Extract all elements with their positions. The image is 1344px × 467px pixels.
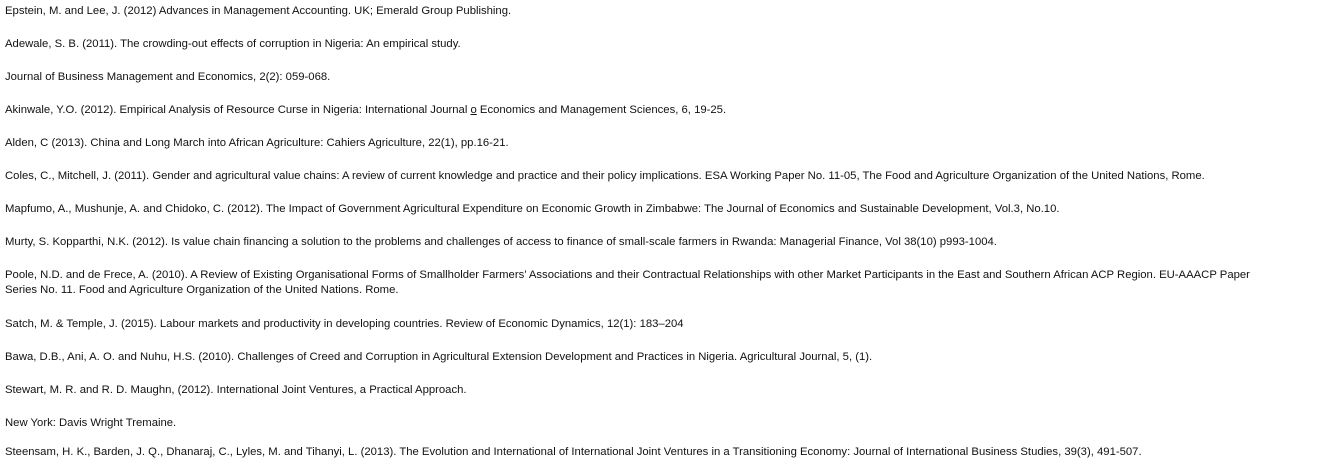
reference-akinwale-underlined-o: o	[470, 104, 477, 116]
reference-adewale-journal-line: Journal of Business Management and Economics, 2(2): 059-068.	[5, 71, 331, 83]
reference-murty-2012: Murty, S. Kopparthi, N.K. (2012). Is value chain financing a solution to the problems and challenges of access to finance of small-scale farmers in Rwanda: Managerial Finance, Vol 38(10) p993-1004.	[5, 236, 997, 248]
reference-akinwale-part-1: Akinwale, Y.O. (2012). Empirical Analysis of Resource Curse in Nigeria: International Journal	[5, 104, 471, 116]
reference-epstein-2012: Epstein, M. and Lee, J. (2012) Advances in Management Accounting. UK; Emerald Group Publishing.	[5, 5, 512, 17]
reference-stewart-2012: Stewart, M. R. and R. D. Maughn, (2012). International Joint Ventures, a Practical Approach.	[5, 384, 467, 396]
reference-mapfumo-2012: Mapfumo, A., Mushunje, A. and Chidoko, C. (2012). The Impact of Government Agricultural Expenditure on Economic Growth in Zimbabwe: The Journal of Economics and Sustainable Development, Vol.3, No.10.	[5, 203, 1060, 215]
reference-alden-2013: Alden, C (2013). China and Long March into African Agriculture: Cahiers Agriculture, 22(1), pp.16-21.	[5, 137, 509, 149]
reference-satch-2015: Satch, M. & Temple, J. (2015). Labour markets and productivity in developing countries. Review of Economic Dynamics, 12(1): 183–204	[5, 318, 684, 330]
reference-akinwale-part-2: Economics and Management Sciences, 6, 19-25.	[476, 104, 727, 116]
reference-adewale-2011: Adewale, S. B. (2011). The crowding-out effects of corruption in Nigeria: An empirical study.	[5, 38, 461, 50]
reference-coles-2011: Coles, C., Mitchell, J. (2011). Gender and agricultural value chains: A review of current knowledge and practice and their policy implications. ESA Working Paper No. 11-05, The Food and Agriculture Organization of the United Nations, Rome.	[5, 170, 1205, 182]
reference-stewart-publisher-line: New York: Davis Wright Tremaine.	[5, 417, 177, 429]
reference-akinwale-2012	[5, 103, 1303, 118]
reference-bawa-2010: Bawa, D.B., Ani, A. O. and Nuhu, H.S. (2010). Challenges of Creed and Corruption in Agricultural Extension Development and Practices in Nigeria. Agricultural Journal, 5, (1).	[5, 351, 873, 363]
reference-poole-2010: Poole, N.D. and de Frece, A. (2010). A Review of Existing Organisational Forms of Smallholder Farmers’ Associations and their Contractual Relationships with other Market Participants in the East and Southern African ACP Region. EU-AAACP Paper Series No. 11. Food and Agriculture Organization of the United Nations. Rome.	[5, 269, 1250, 296]
reference-steensam-2013: Steensam, H. K., Barden, J. Q., Dhanaraj, C., Lyles, M. and Tihanyi, L. (2013). The Evolution and International of International Joint Ventures in a Transitioning Economy: Journal of International Business Studies, 39(3), 491-507.	[5, 446, 1142, 458]
